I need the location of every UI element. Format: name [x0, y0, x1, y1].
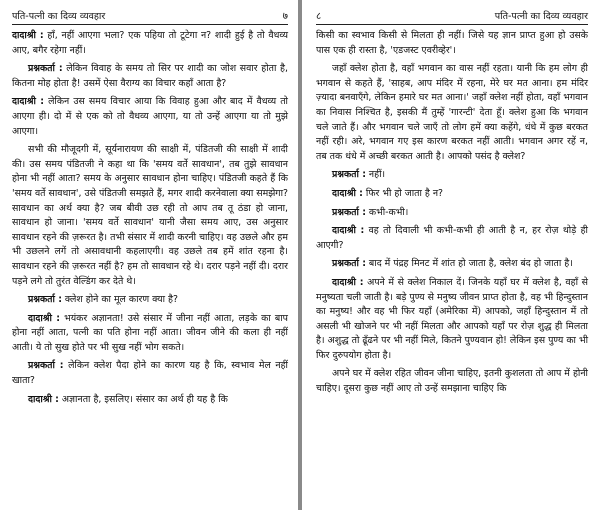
paragraph	[12, 359, 288, 388]
paragraph-text: वह तो दिवाली भी कभी-कभी ही आती है न, हर रोज़ थोड़े ही आएगी?	[316, 225, 588, 251]
paragraph-text: फिर भी हो जाता है न?	[362, 187, 444, 199]
paragraph	[12, 95, 288, 139]
paragraph-text: अज्ञानता है, इसलिए। संसार का अर्थ ही यह है कि	[58, 393, 228, 405]
paragraph	[12, 143, 288, 289]
paragraph-text: लेकिन उस समय विचार आया कि विवाह हुआ और बाद में वैधव्य तो आएगा ही। दो में से एक को तो वैधव्य आएगा, या तो उन्हें आएगा या तो मुझे आएगा।	[12, 96, 288, 137]
paragraph	[316, 168, 588, 183]
left-page-header	[12, 6, 288, 25]
paragraph	[316, 257, 588, 272]
speaker-label: दादाश्री :	[12, 96, 44, 108]
paragraph	[316, 367, 588, 396]
right-page	[302, 0, 600, 510]
paragraph	[12, 393, 288, 408]
speaker-label: प्रश्नकर्ता :	[28, 63, 63, 75]
right-page-header	[316, 6, 588, 25]
paragraph-text: कभी-कभी।	[365, 206, 409, 218]
paragraph-text: किसी का स्वभाव किसी से मिलता ही नहीं। जिसे यह ज्ञान प्राप्त हुआ हो उसके पास एक ही रास्ता है, 'एडजस्ट एवरीव्हेर'।	[316, 30, 588, 56]
paragraph	[316, 29, 588, 58]
paragraph-text: नहीं।	[365, 169, 386, 181]
left-header-title: पति-पत्नी का दिव्य व्यवहार	[12, 10, 106, 22]
paragraph	[12, 312, 288, 356]
paragraph-text: क्लेश होने का मूल कारण क्या है?	[61, 294, 178, 306]
left-page-body	[12, 29, 288, 407]
paragraph	[316, 62, 588, 164]
speaker-label: दादाश्री :	[28, 393, 59, 405]
right-header-title: पति-पत्नी का दिव्य व्यवहार	[494, 10, 588, 22]
paragraph	[316, 224, 588, 253]
paragraph-text: लेकिन विवाह के समय तो सिर पर शादी का जोश सवार होता है, कितना मोह होता है! उसमें ऐसा वैराग्य का विचार कहाँ आता है?	[12, 63, 288, 89]
speaker-label: दादाश्री :	[12, 30, 44, 41]
paragraph	[12, 62, 288, 91]
left-page-number: ७	[282, 11, 288, 22]
paragraph-text: अपने घर में क्लेश रहित जीवन जीना चाहिए, इतनी कुशलता तो आप में होनी चाहिए। दूसरा कुछ नहीं आए तो उन्हें समझाना चाहिए कि	[316, 368, 588, 395]
speaker-label: प्रश्नकर्ता :	[332, 169, 366, 181]
paragraph-text: अपने में से क्लेश निकाल दें। जिनके यहाँ घर में क्लेश है, वहाँ से मनुष्यता चली जाती है। बड़े पुण्य से मनुष्य जीवन प्राप्त होता है, वह भी हिन्दुस्तान का मनुष्य! और वह भी फिर यहाँ (अमेरिका में) आपको, जहाँ हिन्दुस्तान में तो असली भी खोजने पर भी नहीं मिलता और आपको यहाँ पर रोज़ शुद्ध ही मिलता है। अशुद्ध तो ढूँढने पर भी नहीं मिले, कितने पुण्यवान हो! लेकिन इस पुण्य का भी फिर दुरुपयोग होता है।	[316, 276, 588, 361]
paragraph	[316, 206, 588, 221]
right-page-body	[316, 29, 588, 397]
speaker-label: प्रश्नकर्ता :	[28, 360, 64, 372]
speaker-label: प्रश्नकर्ता :	[332, 258, 366, 270]
speaker-label: दादाश्री :	[28, 312, 61, 324]
paragraph	[316, 276, 588, 364]
speaker-label: प्रश्नकर्ता :	[332, 206, 366, 218]
speaker-label: दादाश्री :	[332, 225, 365, 237]
speaker-label: दादाश्री :	[332, 276, 364, 288]
paragraph-text: भयंकर अज्ञानता! उसे संसार में जीना नहीं आता, लड़के का बाप होना नहीं आता, पत्नी का पति होना नहीं आता। जीवन जीने की कला ही नहीं आती। ये तो सुख होते पर भी सुख नहीं भोग सकते।	[12, 312, 288, 353]
paragraph-text: सभी की मौजूदगी में, सूर्यनारायण की साक्षी में, पंडितजी की साक्षी में शादी की। उस समय पंडितजी ने कहा था कि 'समय वर्ते सावधान', तब तुझे सावधान होना भी नहीं आता? समय के अनुसार सावधान होना चाहिए। पंडितजी कहते हैं कि 'समय वर्ते सावधान', उसे पंडितजी समझते हैं, मगर शादी करनेवाला क्या समझेगा? सावधान का अर्थ क्या है? जब बीवी उछ रही तो आप तब तू ठंडा हो जाना, सावधान हो जाना। 'समय वर्ते सावधान' यानी जैसा समय आए, उस अनुसार सावधान रहने की ज़रूरत है। तभी संसार में शादी करनी चाहिए। वह उछले और हम भी उछलने लगें तो असावधानी कहलाएगी। वह उछले तब हमें शांत रहना है। सावधान रहने की ज़रूरत नहीं है? हम तो सावधान रहे थे। दरार पड़ने नहीं दी। दरार पड़ने लगे तो तुरंत वेल्डिंग कर देते थे।	[12, 144, 288, 287]
speaker-label: प्रश्नकर्ता :	[28, 294, 62, 306]
paragraph-text: लेकिन क्लेश पैदा होने का कारण यह है कि, स्वभाव मेल नहीं खाता?	[12, 360, 288, 387]
paragraph	[12, 29, 288, 58]
left-page	[0, 0, 298, 510]
speaker-label: दादाश्री :	[332, 187, 363, 199]
paragraph-text: जहाँ क्लेश होता है, वहाँ भगवान का वास नहीं रहता। यानी कि हम लोग ही भगवान से कहते हैं, 'साहब, आप मंदिर में रहना, मेरे घर मत आना। हम मंदिर ज़्यादा बनवाएँगे, लेकिन हमारे घर मत आना।' जहाँ क्लेश नहीं होता, वहाँ भगवान का निवास निश्चित है, इसकी मैं तुम्हें 'गारन्टी' देता हूँ। क्लेश हुआ कि भगवान चले जाते हैं। और भगवान चले जाएँ तो लोग हमें क्या कहेंगे, धंधे में कुछ बरकत नहीं रही। अरे, भगवान गए इस कारण बरकत नहीं आती। भगवान अगर रहें न, तब तक धंधे में अच्छी बरकत आती है। आपको पसंद है क्लेश?	[316, 63, 588, 162]
paragraph	[12, 293, 288, 308]
paragraph	[316, 187, 588, 202]
paragraph-text: हाँ, नहीं आएगा भला? एक पहिया तो टूटेगा न? शादी हुई है तो वैधव्य आए, बगैर रहेगा नहीं।	[12, 30, 288, 56]
paragraph-text: बाद में पंद्रह मिनट में शांत हो जाता है, क्लेश बंद हो जाता है।	[365, 258, 573, 270]
right-page-number: ८	[316, 11, 322, 22]
